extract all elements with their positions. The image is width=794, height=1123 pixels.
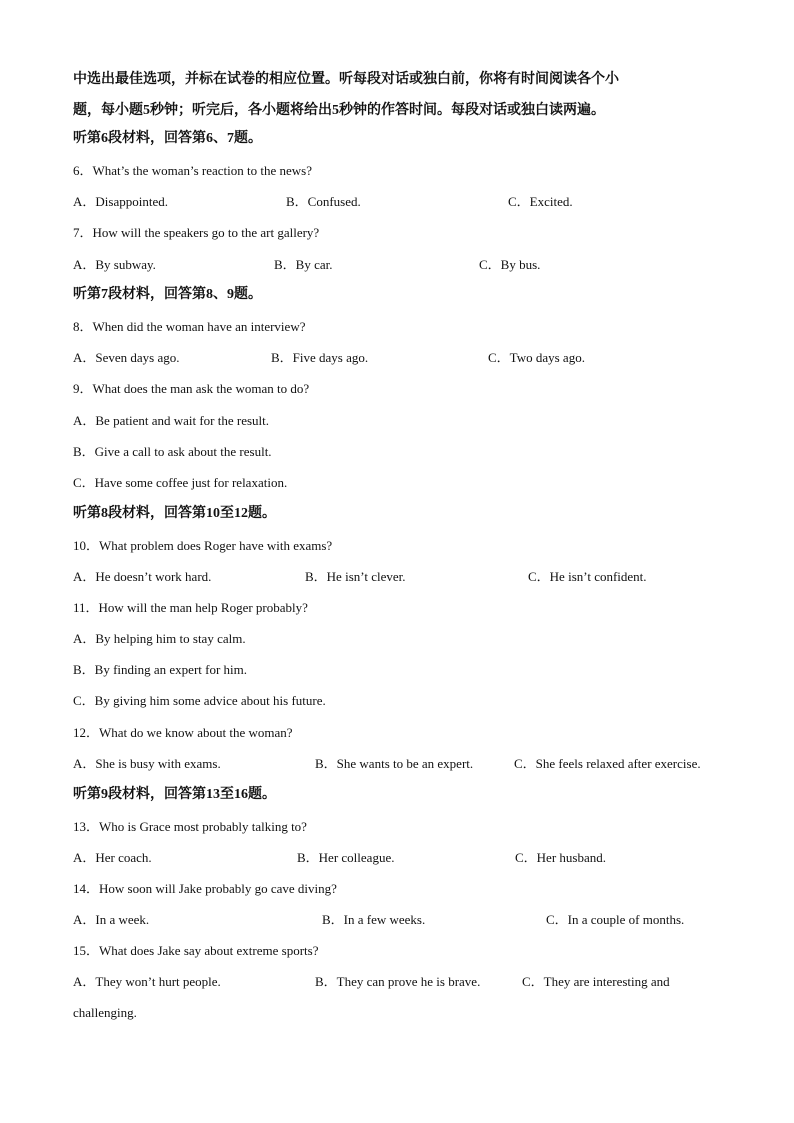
question-10-stem: 10．What problem does Roger have with exams? [73, 538, 333, 553]
question-12-option-a: A．She is busy with exams. [73, 756, 221, 771]
question-15-option-a: A．They won’t hurt people. [73, 974, 221, 989]
section-heading-8: 听第8段材料，回答第10至12题。 [73, 506, 276, 521]
question-9-option-a: A．Be patient and wait for the result. [73, 413, 270, 428]
question-13-option-a: A．Her coach. [73, 850, 152, 865]
question-14-option-a: A．In a week. [73, 912, 150, 927]
question-14-stem: 14．How soon will Jake probably go cave diving? [73, 881, 337, 896]
question-8-option-a: A．Seven days ago. [73, 350, 180, 365]
section-heading-9: 听第9段材料，回答第13至16题。 [73, 787, 276, 802]
question-12-option-c: C．She feels relaxed after exercise. [514, 756, 701, 771]
question-15-option-c-continued: challenging. [73, 1005, 137, 1020]
question-15-stem: 15．What does Jake say about extreme sports? [73, 943, 319, 958]
question-8-option-b: B．Five days ago. [271, 350, 369, 365]
question-14-option-c: C．In a couple of months. [546, 912, 685, 927]
question-6-stem: 6．What’s the woman’s reaction to the news? [73, 163, 312, 178]
question-11-stem: 11．How will the man help Roger probably? [73, 600, 308, 615]
question-14-option-b: B．In a few weeks. [322, 912, 426, 927]
question-11-option-b: B．By finding an expert for him. [73, 662, 248, 677]
question-12-stem: 12．What do we know about the woman? [73, 725, 293, 740]
question-13-option-b: B．Her colleague. [297, 850, 395, 865]
question-15-option-c: C．They are interesting and [522, 974, 670, 989]
question-7-option-c: C．By bus. [479, 257, 541, 272]
question-10-option-a: A．He doesn’t work hard. [73, 569, 212, 584]
question-11-option-a: A．By helping him to stay calm. [73, 631, 246, 646]
question-11-option-c: C．By giving him some advice about his future. [73, 693, 326, 708]
instructions-line-1: 中选出最佳选项，并标在试卷的相应位置。听每段对话或独白前，你将有时间阅读各个小 [73, 72, 619, 87]
instructions-line-2: 题，每小题5秒钟；听完后，各小题将给出5秒钟的作答时间。每段对话或独白读两遍。 [73, 103, 605, 118]
question-9-option-b: B．Give a call to ask about the result. [73, 444, 272, 459]
question-13-stem: 13．Who is Grace most probably talking to? [73, 819, 307, 834]
question-6-option-c: C．Excited. [508, 194, 573, 209]
question-7-stem: 7．How will the speakers go to the art gallery? [73, 225, 320, 240]
question-13-option-c: C．Her husband. [515, 850, 606, 865]
question-8-option-c: C．Two days ago. [488, 350, 585, 365]
section-heading-7: 听第7段材料，回答第8、9题。 [73, 287, 262, 302]
question-9-option-c: C．Have some coffee just for relaxation. [73, 475, 288, 490]
question-6-option-b: B．Confused. [286, 194, 361, 209]
question-7-option-a: A．By subway. [73, 257, 156, 272]
question-8-stem: 8．When did the woman have an interview? [73, 319, 306, 334]
question-6-option-a: A．Disappointed. [73, 194, 168, 209]
question-7-option-b: B．By car. [274, 257, 333, 272]
question-10-option-b: B．He isn’t clever. [305, 569, 406, 584]
section-heading-6: 听第6段材料，回答第6、7题。 [73, 131, 262, 146]
question-12-option-b: B．She wants to be an expert. [315, 756, 474, 771]
question-10-option-c: C．He isn’t confident. [528, 569, 647, 584]
question-15-option-b: B．They can prove he is brave. [315, 974, 481, 989]
listening-instructions [73, 64, 733, 126]
question-9-stem: 9．What does the man ask the woman to do? [73, 381, 310, 396]
